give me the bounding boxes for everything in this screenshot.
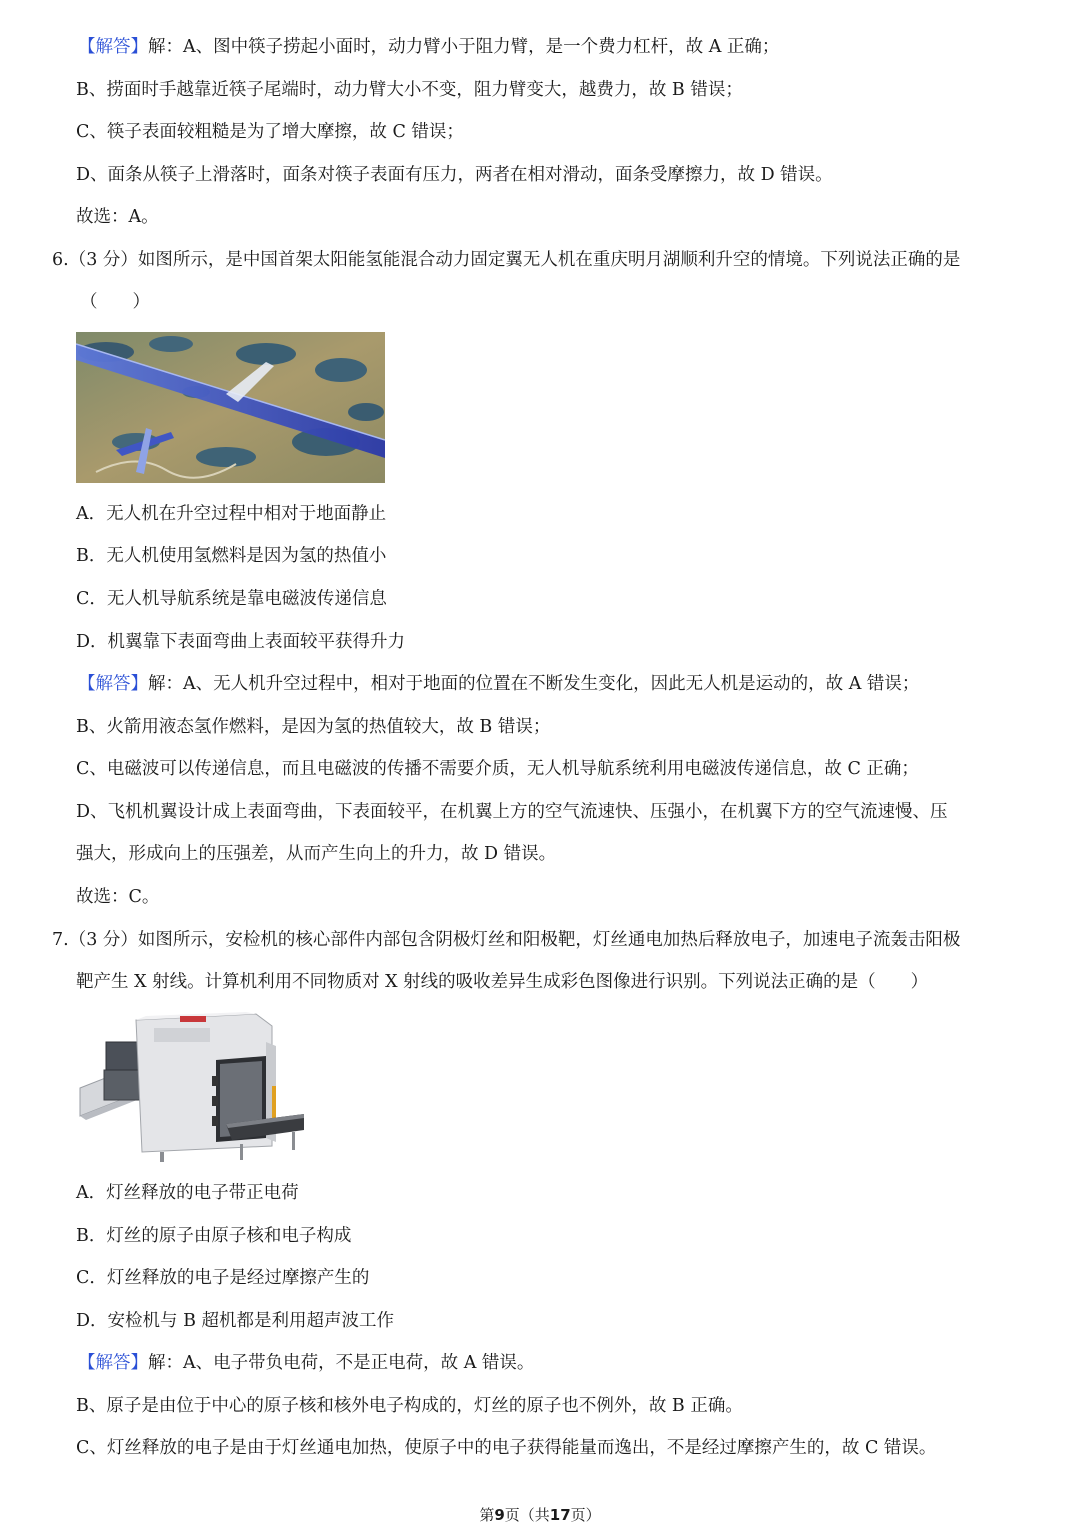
q7-option-c: C．灯丝释放的电子是经过摩擦产生的 — [76, 1268, 370, 1288]
q7-option-d: D．安检机与 B 超机都是利用超声波工作 — [76, 1311, 395, 1331]
q6-answer-line-1: 【解答】解：A、无人机升空过程中，相对于地面的位置在不断发生变化，因此无人机是运动的，故 A 错误； — [78, 674, 920, 694]
answer-tag: 【解答】 — [78, 37, 148, 57]
q5-answer-line-1: 【解答】解：A、图中筷子捞起小面时，动力臂小于阻力臂，是一个费力杠杆，故 A 正确； — [78, 37, 780, 57]
q5-answer-line-2: B、捞面时手越靠近筷子尾端时，动力臂大小不变，阻力臂变大，越费力，故 B 错误； — [76, 80, 743, 100]
q6-option-a: A．无人机在升空过程中相对于地面静止 — [76, 504, 387, 524]
q6-answer-line-3: C、电磁波可以传递信息，而且电磁波的传播不需要介质，无人机导航系统利用电磁波传递信息，故 C 正确； — [76, 759, 919, 779]
q5-answer-line-4: D、面条从筷子上滑落时，面条对筷子表面有压力，两者在相对滑动，面条受摩擦力，故 D 错误。 — [76, 165, 833, 185]
q6-option-b: B．无人机使用氢燃料是因为氢的热值小 — [76, 546, 387, 566]
q6-drone-photo — [76, 332, 385, 483]
q5-answer-line-3: C、筷子表面较粗糙是为了增大摩擦，故 C 错误； — [76, 122, 464, 142]
q6-stem-line-1: 6.（3 分）如图所示，是中国首架太阳能氢能混合动力固定翼无人机在重庆明月湖顺利升空的情境。下列说法正确的是 — [52, 250, 961, 270]
q7-xray-scanner-photo — [76, 1006, 308, 1166]
q7-answer-line-1: 【解答】解：A、电子带负电荷，不是正电荷，故 A 错误。 — [78, 1353, 535, 1373]
answer-tag: 【解答】 — [78, 674, 148, 694]
answer-tag: 【解答】 — [78, 1353, 148, 1373]
page-footer: 第9页（共17页） — [479, 1506, 601, 1524]
drone-over-lakes-illustration — [76, 332, 385, 483]
q7-stem-line-2: 靶产生 X 射线。计算机利用不同物质对 X 射线的吸收差异生成彩色图像进行识别。下列说法正确的是（ ） — [76, 972, 929, 992]
q6-option-d: D．机翼靠下表面弯曲上表面较平获得升力 — [76, 632, 406, 652]
q6-answer-line-2: B、火箭用液态氢作燃料，是因为氢的热值较大，故 B 错误； — [76, 717, 551, 737]
q5-choice: 故选：A。 — [76, 207, 159, 227]
q6-option-c: C．无人机导航系统是靠电磁波传递信息 — [76, 589, 387, 609]
q7-answer-line-2: B、原子是由位于中心的原子核和核外电子构成的，灯丝的原子也不例外，故 B 正确。 — [76, 1396, 743, 1416]
page-total: 17 — [549, 1506, 571, 1524]
q6-answer-line-4: D、飞机机翼设计成上表面弯曲，下表面较平，在机翼上方的空气流速快、压强小，在机翼下方的空气流速慢、压 — [76, 802, 948, 822]
q7-option-b: B．灯丝的原子由原子核和电子构成 — [76, 1226, 352, 1246]
q7-answer-line-3: C、灯丝释放的电子是由于灯丝通电加热，使原子中的电子获得能量而逸出，不是经过摩擦产生的，故 C 错误。 — [76, 1438, 937, 1458]
q6-stem-line-2: （ ） — [80, 292, 150, 312]
q7-stem-line-1: 7.（3 分）如图所示，安检机的核心部件内部包含阴极灯丝和阳极靶，灯丝通电加热后释放电子，加速电子流轰击阳极 — [52, 930, 961, 950]
q6-choice: 故选：C。 — [76, 887, 160, 907]
page-number: 9 — [494, 1506, 505, 1524]
q6-answer-line-5: 强大，形成向上的压强差，从而产生向上的升力，故 D 错误。 — [76, 844, 557, 864]
q7-option-a: A．灯丝释放的电子带正电荷 — [76, 1183, 299, 1203]
xray-scanner-illustration — [76, 1006, 308, 1166]
